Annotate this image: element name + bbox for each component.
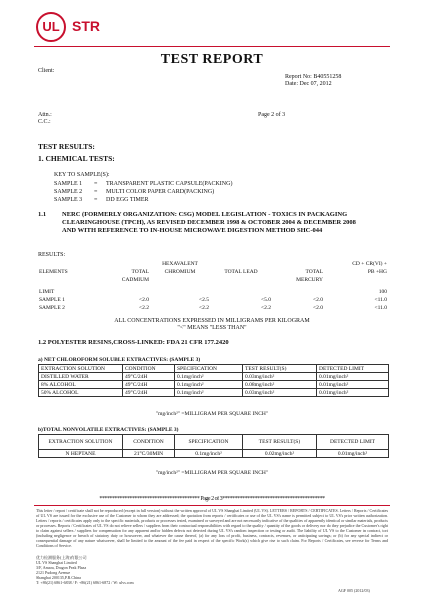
address-line: 优力检测服务(上海)有限公司 xyxy=(36,555,87,560)
results-cell xyxy=(210,288,272,296)
results-head-cell xyxy=(150,276,210,284)
sample-key-row xyxy=(54,197,354,204)
table-cell: 0.03mg/inch² xyxy=(243,389,317,397)
table-header-row xyxy=(39,435,389,450)
nonvolatile-extractives-table xyxy=(38,434,389,458)
results-head-cell: CADMIUM xyxy=(121,277,149,283)
results-table xyxy=(38,260,388,312)
section-1-2-title: 1.2 POLYESTER RESINS,CROSS-LINKED: FDA 21 CFR 177.2420 xyxy=(38,339,229,346)
table-row xyxy=(39,373,389,381)
page-marker: **************************************** Page 2 of 3***************************************** xyxy=(99,496,325,502)
table-header-cell: CONDITION xyxy=(123,365,175,373)
table-b-note: "mg/inch²" =MILLIGRAM PER SQUARE INCH" xyxy=(155,470,269,476)
results-head-cell: CHROMIUM xyxy=(164,269,196,275)
results-cell: <5.0 xyxy=(261,297,271,303)
sample-id: SAMPLE 2 xyxy=(54,189,83,195)
document-code: AGF 005 (2012/03) xyxy=(338,588,370,593)
section-1-1-line: CLEARINGHOUSE (TPCH), AS REVISED DECEMBER 1998 & OCTOBER 2004 & DECEMBER 2008 xyxy=(62,219,356,226)
report-number: Report No: B40551258 xyxy=(285,74,342,80)
results-cell: <2.5 xyxy=(199,297,209,303)
table-cell: 8% ALCOHOL xyxy=(39,381,123,389)
sample-id: SAMPLE 1 xyxy=(54,181,83,187)
section-1-2-sub-b: b)TOTAL NONVOLATILE EXTRACTIVES: (SAMPLE 3) xyxy=(38,427,179,433)
sample-key-list xyxy=(54,181,354,204)
results-head-cell xyxy=(38,260,98,268)
report-date: Date: Dec 07, 2012 xyxy=(285,81,332,87)
address-line: Shanghai 200135,P.R.China xyxy=(36,575,81,580)
table-header-cell: CONDITION xyxy=(123,435,175,450)
table-header-cell: DETECTED LIMIT xyxy=(317,365,389,373)
table-header-cell: EXTRACTION SOLUTION xyxy=(39,435,123,450)
address-line: T: +86(21) 6861-6838 / F: +86(21) 6861-6872 / W: ulvs.com xyxy=(36,580,134,585)
results-cell: SAMPLE 2 xyxy=(39,305,65,311)
chemical-tests-heading: 1. CHEMICAL TESTS: xyxy=(38,154,115,163)
table-cell: 0.01mg/inch² xyxy=(317,381,389,389)
footer-rule xyxy=(34,505,390,506)
results-head-cell xyxy=(98,260,150,268)
results-cell xyxy=(150,288,210,296)
key-to-samples: KEY TO SAMPLE(S): xyxy=(54,172,110,178)
table-cell: DISTILLED WATER xyxy=(39,373,123,381)
report-title: TEST REPORT xyxy=(160,52,264,67)
results-cell: 100 xyxy=(378,289,387,295)
results-cell: <11.0 xyxy=(374,297,387,303)
results-cell: <2.0 xyxy=(313,305,323,311)
results-cell xyxy=(272,288,324,296)
table-row xyxy=(39,450,389,458)
legal-disclaimer: This letter / report / certificate shall not be reproduced (except in full version) without the written approval of UL VS Shanghai Limited (UL VS). LETTERS / REPORTS / CERTIFICATES. Letters / Reports / Certificates of UL VS are issued for the exclusive use of the Customer to whom they are addressed; the quotation from reports / certificates or use of the UL VS's name is permitted subject to UL VS's prior written authorization. Letters / reports / certificates apply only to the specific materials, products or processes tested, examined or surveyed and are not necessarily indicative of the qualities of apparently identical or similar materials, products or processes. Reports / Certificates of UL VS do not relieve sellers / suppliers from their contractual responsibilities with regard to the quality / quantity of the goods or delivery nor do they prejudice the Customer's right to claim against sellers / suppliers for compensation for any apparent and/or hidden defects not detected during UL VS's random inspection or testing or audit. The liability of UL VS to the Customer in contract, tort (including negligence or breach of statutory duty or howsoever, and whatever the cause thereof, (a) for any loss of profit, business, contracts, revenues, or anticipating savings; or (b) for any special indirect or consequential damage of any nature whatsoever, shall be limited to the amount of the fee paid in respect of the specific Work(s) which give rise to such claim. For Reports / Certificates, see reverse for Terms and Conditions of Service. xyxy=(36,508,388,548)
table-cell: 49°C/24H xyxy=(123,389,175,397)
results-row xyxy=(38,296,388,304)
table-cell: 0.01mg/inch² xyxy=(317,450,389,458)
results-cell: <2.2 xyxy=(261,305,271,311)
str-logo-text: STR xyxy=(72,18,100,34)
sample-key-row xyxy=(54,181,354,188)
page-indicator: Page 2 of 3 xyxy=(258,112,286,118)
table-cell: 49°C/24H xyxy=(123,381,175,389)
table-cell: 0.1mg/inch² xyxy=(175,450,243,458)
results-cell: <11.0 xyxy=(374,305,387,311)
table-cell: 0.1mg/inch² xyxy=(175,389,243,397)
results-head-row xyxy=(38,276,388,284)
table-a-note: "mg/inch²" =MILLIGRAM PER SQUARE INCH" xyxy=(155,411,269,417)
table-header-row xyxy=(39,365,389,373)
client-label: Client: xyxy=(38,68,55,74)
table-header-cell: TEST RESULT(S) xyxy=(243,365,317,373)
results-note-units: ALL CONCENTRATIONS EXPRESSED IN MILLIGRAMS PER KILOGRAM xyxy=(114,318,310,324)
sample-desc: TRANSPARENT PLASTIC CAPSULE(PACKING) xyxy=(106,181,233,187)
table-header-cell: SPECIFICATION xyxy=(175,365,243,373)
table-header-cell: SPECIFICATION xyxy=(175,435,243,450)
table-cell: 0.02mg/inch² xyxy=(243,450,317,458)
table-cell: 0.01mg/inch² xyxy=(317,389,389,397)
results-head-cell xyxy=(272,260,324,268)
sample-desc: DD EGG TIMER xyxy=(106,197,149,203)
chloroform-extractives-table xyxy=(38,364,389,397)
results-head-cell: TOTAL xyxy=(305,269,323,275)
results-cell: <2.0 xyxy=(313,297,323,303)
table-header-cell: EXTRACTION SOLUTION xyxy=(39,365,123,373)
cc-label: C.C.: xyxy=(38,119,51,125)
company-address xyxy=(36,555,236,585)
results-head-cell: PB +HG xyxy=(367,269,387,275)
results-head-cell: MERCURY xyxy=(296,277,323,283)
address-line: 2121 Pudong Avenue xyxy=(36,570,71,575)
results-head-row xyxy=(38,260,388,268)
results-row xyxy=(38,288,388,296)
results-head-cell xyxy=(210,260,272,268)
table-row xyxy=(39,389,389,397)
results-cell: <2.2 xyxy=(199,305,209,311)
table-cell: 0.08mg/inch² xyxy=(243,381,317,389)
section-1-1-title xyxy=(62,211,392,235)
table-cell: 0.1mg/inch² xyxy=(175,381,243,389)
results-row xyxy=(38,304,388,312)
sample-id: SAMPLE 3 xyxy=(54,197,83,203)
ul-logo xyxy=(36,12,66,42)
table-cell: 21°C/30MIN xyxy=(123,450,175,458)
sample-eq: = xyxy=(94,197,98,203)
table-header-cell: DETECTED LIMIT xyxy=(317,435,389,450)
results-cell: <2.2 xyxy=(139,305,149,311)
test-results-heading: TEST RESULTS: xyxy=(38,142,95,151)
results-head-cell: TOTAL xyxy=(131,269,149,275)
address-line: 3/F, Amara, Dragon Peak Plaza xyxy=(36,565,87,570)
table-cell: 0.01mg/inch² xyxy=(317,373,389,381)
results-label: RESULTS: xyxy=(38,252,66,258)
table-cell: 50% ALCOHOL xyxy=(39,389,123,397)
results-head-row xyxy=(38,268,388,276)
section-1-1-line: NERC (FORMERLY ORGANIZATION: CSG) MODEL LEGISLATION - TOXICS IN PACKAGING xyxy=(62,211,348,218)
address-line: UL VS Shanghai Limited xyxy=(36,560,77,565)
results-cell: <2.0 xyxy=(139,297,149,303)
table-cell: 0.03mg/inch² xyxy=(243,373,317,381)
results-cell xyxy=(98,288,150,296)
results-head-cell xyxy=(38,276,98,284)
header-rule xyxy=(34,46,390,47)
table-cell: 0.1mg/inch² xyxy=(175,373,243,381)
results-head-cell: ELEMENTS xyxy=(39,269,68,275)
table-row xyxy=(39,381,389,389)
results-head-cell xyxy=(210,276,272,284)
table-cell: 49°C/24H xyxy=(123,373,175,381)
sample-eq: = xyxy=(94,181,98,187)
ul-logo-mark: UL xyxy=(42,19,60,34)
table-header-cell: TEST RESULT(S) xyxy=(243,435,317,450)
results-cell: LIMIT xyxy=(39,289,55,295)
attn-label: Attn.: xyxy=(38,112,52,118)
table-cell: N HEPTANE xyxy=(39,450,123,458)
section-1-1-number: 1.1 xyxy=(38,211,47,218)
results-cell: SAMPLE 1 xyxy=(39,297,65,303)
sample-desc: MULTI COLOR PAPER CARD(PACKING) xyxy=(106,189,215,195)
results-head-cell: CD + CR(VI) + xyxy=(352,261,387,267)
results-head-cell: TOTAL LEAD xyxy=(224,269,258,275)
sample-key-row xyxy=(54,189,354,196)
results-head-cell xyxy=(324,276,388,284)
section-1-2-sub-a: a) NET CHLOROFORM SOLUBLE EXTRACTIVES: (SAMPLE 3) xyxy=(38,357,201,363)
sample-eq: = xyxy=(94,189,98,195)
results-note-less-than: "<" MEANS "LESS THAN" xyxy=(177,325,247,331)
section-1-1-line: AND WITH REFERENCE TO IN-HOUSE MICROWAVE DIGESTION METHOD SHC-044 xyxy=(62,227,323,234)
results-head-cell: HEXAVALENT xyxy=(162,261,198,267)
